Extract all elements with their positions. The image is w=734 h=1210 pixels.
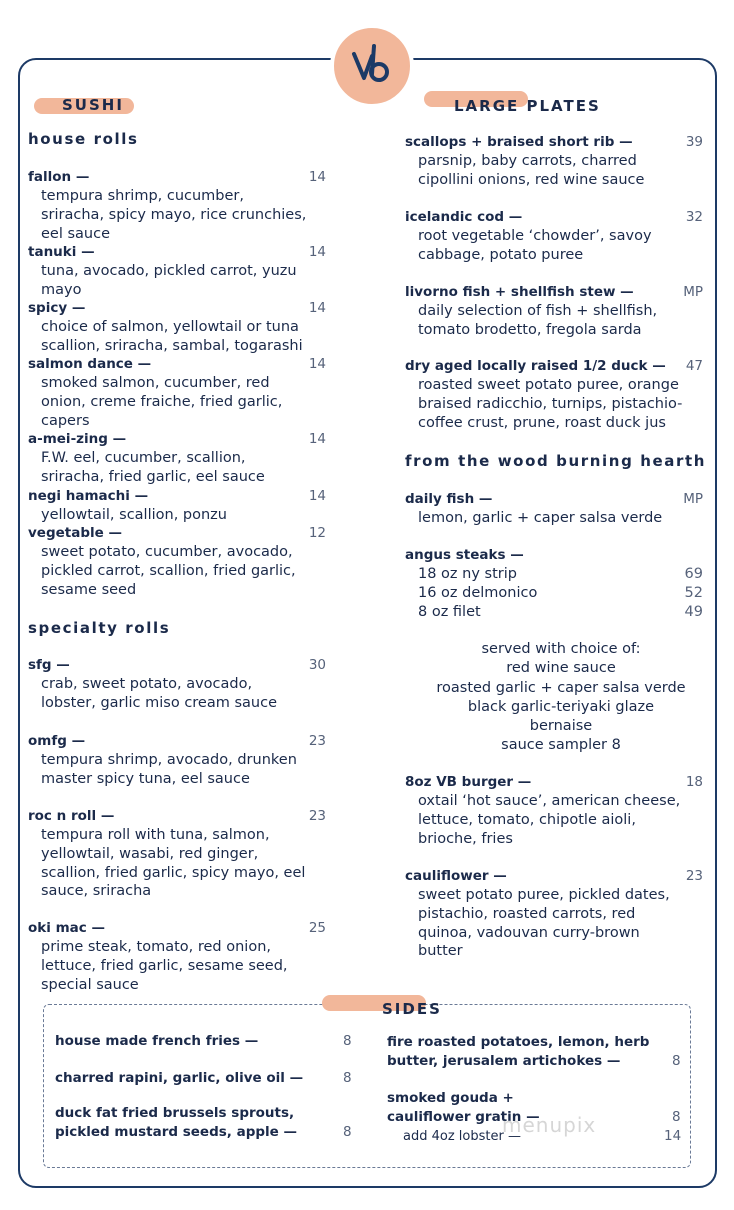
menu-item xyxy=(28,656,326,713)
menu-item xyxy=(28,299,326,356)
item-price: 14 xyxy=(308,169,326,185)
steak-option xyxy=(405,584,703,603)
served-line: bernaise xyxy=(529,718,593,735)
description-line: crab, sweet potato, avocado, xyxy=(41,676,253,692)
description-line: cabbage, potato puree xyxy=(418,246,584,263)
menu-item-daily-fish xyxy=(405,490,703,528)
item-description xyxy=(28,374,326,430)
item-price: 23 xyxy=(308,733,326,749)
item-price: 14 xyxy=(308,356,326,372)
item-description xyxy=(28,675,326,713)
description-line: butter xyxy=(418,943,463,960)
menu-item xyxy=(28,919,326,994)
side-line: butter, jerusalem artichokes — xyxy=(387,1053,621,1069)
item-price: 12 xyxy=(308,525,326,541)
menu-item xyxy=(28,430,326,487)
menu-item xyxy=(405,208,703,265)
description-line: lettuce, fried garlic, sesame seed, xyxy=(41,957,288,974)
served-line: red wine sauce xyxy=(506,660,616,677)
menu-item-cauliflower xyxy=(405,867,703,961)
description-line: sauce, sriracha xyxy=(41,883,152,900)
item-name: daily fish — xyxy=(405,491,493,507)
item-description xyxy=(28,262,326,300)
description-line: smoked salmon, cucumber, red xyxy=(41,375,270,391)
item-name: negi hamachi — xyxy=(28,488,149,504)
lobster-addon-price: 14 xyxy=(664,1128,682,1144)
large-plates-heading-text: LARGE PLATES xyxy=(454,97,601,115)
item-description xyxy=(28,318,326,356)
description-line: tomato brodetto, fregola sarda xyxy=(418,321,642,338)
description-line: parsnip, baby carrots, charred xyxy=(418,153,637,169)
side-line: duck fat fried brussels sprouts, xyxy=(55,1105,295,1121)
item-price: 18 xyxy=(685,774,703,790)
item-name: icelandic cod — xyxy=(405,209,523,225)
served-line: roasted garlic + caper salsa verde xyxy=(436,679,686,696)
item-description xyxy=(405,792,703,848)
side-line: house made french fries — xyxy=(55,1033,259,1049)
description-line: tuna, avocado, pickled carrot, yuzu xyxy=(41,263,297,279)
description-line: cipollini onions, red wine sauce xyxy=(418,171,645,188)
description-line: special sauce xyxy=(41,976,139,993)
description-line: sriracha, fried garlic, eel sauce xyxy=(41,468,265,485)
menu-item xyxy=(28,807,326,901)
steak-price: 69 xyxy=(684,566,703,582)
description-line: eel sauce xyxy=(41,225,111,242)
description-line: yellowtail, wasabi, red ginger, xyxy=(41,845,259,862)
item-price: 14 xyxy=(308,244,326,260)
item-name: vegetable — xyxy=(28,525,122,541)
description-line: yellowtail, scallion, ponzu xyxy=(41,507,227,523)
menu-item xyxy=(28,355,326,430)
item-name: sfg — xyxy=(28,657,70,673)
side-price: 8 xyxy=(672,1109,681,1125)
item-name: 8oz VB burger — xyxy=(405,774,532,790)
item-description xyxy=(405,152,703,190)
lobster-addon: add 4oz lobster — xyxy=(403,1129,521,1144)
item-name: fallon — xyxy=(28,169,90,185)
item-name: livorno fish + shellfish stew — xyxy=(405,284,634,300)
item-name: spicy — xyxy=(28,300,86,316)
menu-item-angus-steaks xyxy=(405,546,703,621)
specialty-rolls-title: specialty rolls xyxy=(28,619,171,637)
menu-item xyxy=(28,487,326,525)
item-description xyxy=(405,227,703,265)
steak-option xyxy=(405,565,703,584)
item-description xyxy=(28,449,326,487)
steak-label: 18 oz ny strip xyxy=(418,566,517,582)
menu-item xyxy=(405,283,703,340)
description-line: F.W. eel, cucumber, scallion, xyxy=(41,450,246,466)
served-line: sauce sampler 8 xyxy=(501,737,621,754)
watermark: menupix xyxy=(502,1113,597,1137)
description-line: daily selection of fish + shellfish, xyxy=(418,303,658,319)
item-price: 30 xyxy=(308,657,326,673)
item-price: 14 xyxy=(308,488,326,504)
item-description xyxy=(28,751,326,789)
description-line: sweet potato, cucumber, avocado, xyxy=(41,544,293,560)
item-description xyxy=(405,509,703,528)
steak-price: 52 xyxy=(684,584,703,601)
description-line: mayo xyxy=(41,281,82,298)
menu-item xyxy=(28,732,326,789)
item-name: dry aged locally raised 1/2 duck — xyxy=(405,358,666,374)
side-price: 8 xyxy=(343,1070,352,1086)
item-price: 47 xyxy=(685,358,703,374)
description-line: sriracha, spicy mayo, rice crunchies, xyxy=(41,206,307,223)
description-line: roasted sweet potato puree, orange xyxy=(418,377,679,393)
description-line: capers xyxy=(41,412,90,429)
item-name: oki mac — xyxy=(28,920,105,936)
side-line: fire roasted potatoes, lemon, herb xyxy=(387,1034,650,1050)
side-price: 8 xyxy=(343,1124,352,1140)
description-line: tempura shrimp, avocado, drunken xyxy=(41,752,297,768)
item-name: roc n roll — xyxy=(28,808,115,824)
side-item xyxy=(55,1069,303,1088)
side-price: 8 xyxy=(672,1053,681,1069)
side-line: smoked gouda + xyxy=(387,1090,514,1106)
item-name: tanuki — xyxy=(28,244,95,260)
description-line: brioche, fries xyxy=(418,830,513,847)
side-price: 8 xyxy=(343,1033,352,1049)
description-line: sweet potato puree, pickled dates, xyxy=(418,887,670,903)
steak-label: 16 oz delmonico xyxy=(418,584,538,601)
description-line: lettuce, tomato, chipotle aioli, xyxy=(418,811,636,828)
item-description xyxy=(28,938,326,994)
vb-monogram-icon xyxy=(334,28,410,104)
item-description xyxy=(28,187,326,243)
sushi-heading-text: SUSHI xyxy=(62,96,124,114)
item-description xyxy=(405,886,703,961)
item-description xyxy=(28,506,326,525)
vb-logo xyxy=(330,24,414,108)
description-line: choice of salmon, yellowtail or tuna xyxy=(41,319,299,335)
side-item xyxy=(55,1104,297,1142)
item-price: 14 xyxy=(308,300,326,316)
item-price: 39 xyxy=(685,134,703,150)
served-with-block xyxy=(405,640,717,756)
item-name: salmon dance — xyxy=(28,356,152,372)
menu-item xyxy=(28,524,326,599)
item-name: angus steaks — xyxy=(405,547,524,563)
house-rolls-title: house rolls xyxy=(28,130,139,148)
steak-label: 8 oz filet xyxy=(418,603,481,620)
side-item xyxy=(387,1033,649,1071)
item-description xyxy=(405,376,703,432)
item-price: 25 xyxy=(308,920,326,936)
item-name: a-mei-zing — xyxy=(28,431,127,447)
description-line: prime steak, tomato, red onion, xyxy=(41,939,271,955)
menu-item xyxy=(28,243,326,300)
description-line: pickled carrot, scallion, fried garlic, xyxy=(41,562,296,579)
description-line: root vegetable ‘chowder’, savoy xyxy=(418,228,652,244)
description-line: scallion, fried garlic, spicy mayo, eel xyxy=(41,864,306,881)
description-line: lemon, garlic + caper salsa verde xyxy=(418,510,663,526)
menu-item xyxy=(405,357,703,432)
item-name: omfg — xyxy=(28,733,86,749)
side-line: pickled mustard seeds, apple — xyxy=(55,1124,298,1140)
side-line: cauliflower gratin — xyxy=(387,1109,540,1125)
menu-item xyxy=(405,133,703,190)
description-line: braised radicchio, turnips, pistachio- xyxy=(418,395,683,412)
menu-item xyxy=(28,168,326,243)
item-price: 32 xyxy=(685,209,703,225)
item-description xyxy=(28,826,326,901)
item-price: MP xyxy=(683,491,703,507)
served-line: black garlic-teriyaki glaze xyxy=(467,698,655,715)
item-price: 14 xyxy=(308,431,326,447)
description-line: tempura roll with tuna, salmon, xyxy=(41,827,270,843)
hearth-title: from the wood burning hearth xyxy=(405,452,707,470)
item-price: MP xyxy=(683,284,703,300)
description-line: sesame seed xyxy=(41,581,137,598)
description-line: master spicy tuna, eel sauce xyxy=(41,770,250,787)
description-line: coffee crust, prune, roast duck jus xyxy=(418,414,666,431)
item-name: cauliflower — xyxy=(405,868,507,884)
item-price: 23 xyxy=(308,808,326,824)
description-line: pistachio, roasted carrots, red xyxy=(418,905,636,922)
side-item xyxy=(55,1032,258,1051)
description-line: oxtail ‘hot sauce’, american cheese, xyxy=(418,793,681,809)
steak-option xyxy=(405,603,703,622)
item-name: scallops + braised short rib — xyxy=(405,134,633,150)
menu-item-burger xyxy=(405,773,703,848)
description-line: onion, creme fraiche, fried garlic, xyxy=(41,393,283,410)
description-line: lobster, garlic miso cream sauce xyxy=(41,694,278,711)
sides-heading-text: SIDES xyxy=(382,1000,442,1018)
side-line: charred rapini, garlic, olive oil — xyxy=(55,1070,304,1086)
item-price: 23 xyxy=(685,868,703,884)
steak-price: 49 xyxy=(684,603,703,620)
description-line: scallion, sriracha, sambal, togarashi xyxy=(41,337,303,354)
item-description xyxy=(28,543,326,599)
served-line: served with choice of: xyxy=(481,641,641,657)
description-line: tempura shrimp, cucumber, xyxy=(41,188,245,204)
description-line: quinoa, vadouvan curry-brown xyxy=(418,924,640,941)
item-description xyxy=(405,302,703,340)
